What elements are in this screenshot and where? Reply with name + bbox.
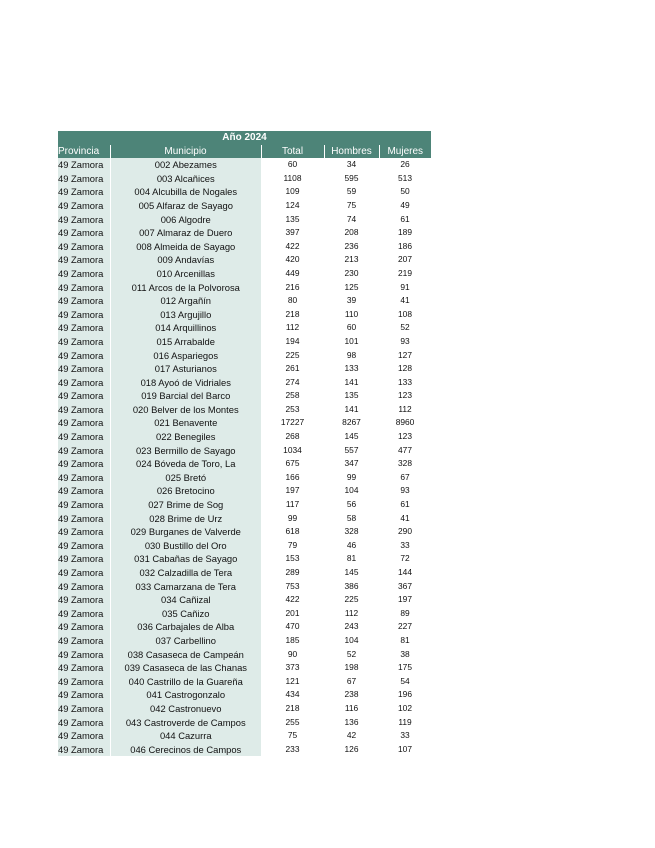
provincia-cell: 49 Zamora [58,172,110,186]
municipio-cell: 017 Asturianos [110,362,261,376]
table-row [58,362,431,376]
municipio-cell: 028 Brime de Urz [110,512,261,526]
hombres-cell: 141 [324,403,379,417]
municipio-cell: 041 Castrogonzalo [110,688,261,702]
mujeres-cell: 81 [379,634,431,648]
total-cell: 225 [261,349,324,363]
hombres-cell: 42 [324,729,379,743]
total-cell: 216 [261,281,324,295]
provincia-cell: 49 Zamora [58,308,110,322]
hombres-cell: 133 [324,362,379,376]
mujeres-cell: 197 [379,593,431,607]
total-cell: 753 [261,580,324,594]
provincia-cell: 49 Zamora [58,416,110,430]
population-table [58,131,431,756]
hombres-cell: 213 [324,253,379,267]
provincia-cell: 49 Zamora [58,253,110,267]
hombres-cell: 104 [324,484,379,498]
total-cell: 1034 [261,444,324,458]
mujeres-cell: 107 [379,743,431,757]
table-row [58,457,431,471]
hombres-cell: 116 [324,702,379,716]
hombres-cell: 125 [324,281,379,295]
table-header-row [58,145,431,159]
mujeres-cell: 41 [379,294,431,308]
table-row [58,539,431,553]
table-row [58,213,431,227]
total-cell: 675 [261,457,324,471]
total-cell: 60 [261,158,324,172]
provincia-cell: 49 Zamora [58,444,110,458]
table-row [58,634,431,648]
provincia-cell: 49 Zamora [58,688,110,702]
hombres-cell: 101 [324,335,379,349]
hombres-cell: 557 [324,444,379,458]
provincia-cell: 49 Zamora [58,240,110,254]
municipio-cell: 027 Brime de Sog [110,498,261,512]
total-cell: 99 [261,512,324,526]
table-row [58,158,431,172]
column-header-provincia: Provincia [58,145,110,159]
hombres-cell: 243 [324,620,379,634]
total-cell: 166 [261,471,324,485]
municipio-cell: 013 Argujillo [110,308,261,322]
hombres-cell: 74 [324,213,379,227]
provincia-cell: 49 Zamora [58,620,110,634]
provincia-cell: 49 Zamora [58,430,110,444]
mujeres-cell: 112 [379,403,431,417]
total-cell: 197 [261,484,324,498]
municipio-cell: 037 Carbellino [110,634,261,648]
hombres-cell: 34 [324,158,379,172]
municipio-cell: 023 Bermillo de Sayago [110,444,261,458]
mujeres-cell: 189 [379,226,431,240]
municipio-cell: 019 Barcial del Barco [110,389,261,403]
municipio-cell: 024 Bóveda de Toro, La [110,457,261,471]
mujeres-cell: 61 [379,498,431,512]
hombres-cell: 126 [324,743,379,757]
hombres-cell: 145 [324,566,379,580]
provincia-cell: 49 Zamora [58,648,110,662]
municipio-cell: 018 Ayoó de Vidriales [110,376,261,390]
municipio-cell: 046 Cerecinos de Campos [110,743,261,757]
mujeres-cell: 72 [379,552,431,566]
hombres-cell: 104 [324,634,379,648]
hombres-cell: 58 [324,512,379,526]
mujeres-cell: 8960 [379,416,431,430]
table-row [58,444,431,458]
table-row [58,471,431,485]
provincia-cell: 49 Zamora [58,743,110,757]
provincia-cell: 49 Zamora [58,362,110,376]
table-row [58,403,431,417]
total-cell: 253 [261,403,324,417]
table-row [58,294,431,308]
total-cell: 274 [261,376,324,390]
mujeres-cell: 108 [379,308,431,322]
total-cell: 255 [261,716,324,730]
municipio-cell: 044 Cazurra [110,729,261,743]
municipio-cell: 014 Arquillinos [110,321,261,335]
table-row [58,430,431,444]
mujeres-cell: 52 [379,321,431,335]
provincia-cell: 49 Zamora [58,729,110,743]
municipio-cell: 008 Almeida de Sayago [110,240,261,254]
municipio-cell: 011 Arcos de la Polvorosa [110,281,261,295]
mujeres-cell: 144 [379,566,431,580]
table-row [58,648,431,662]
provincia-cell: 49 Zamora [58,294,110,308]
provincia-cell: 49 Zamora [58,389,110,403]
municipio-cell: 009 Andavías [110,253,261,267]
hombres-cell: 59 [324,185,379,199]
hombres-cell: 81 [324,552,379,566]
provincia-cell: 49 Zamora [58,539,110,553]
mujeres-cell: 290 [379,525,431,539]
table-row [58,416,431,430]
mujeres-cell: 38 [379,648,431,662]
total-cell: 422 [261,240,324,254]
provincia-cell: 49 Zamora [58,702,110,716]
total-cell: 201 [261,607,324,621]
column-header-total: Total [261,145,324,159]
column-header-hombres: Hombres [324,145,379,159]
hombres-cell: 98 [324,349,379,363]
mujeres-cell: 93 [379,484,431,498]
municipio-cell: 006 Algodre [110,213,261,227]
mujeres-cell: 67 [379,471,431,485]
hombres-cell: 198 [324,661,379,675]
table-row [58,675,431,689]
provincia-cell: 49 Zamora [58,199,110,213]
provincia-cell: 49 Zamora [58,661,110,675]
table-body [58,158,431,756]
mujeres-cell: 127 [379,349,431,363]
hombres-cell: 145 [324,430,379,444]
table-title: Año 2024 [58,131,431,145]
total-cell: 112 [261,321,324,335]
table-row [58,743,431,757]
table-row [58,172,431,186]
mujeres-cell: 367 [379,580,431,594]
hombres-cell: 230 [324,267,379,281]
mujeres-cell: 41 [379,512,431,526]
total-cell: 289 [261,566,324,580]
mujeres-cell: 477 [379,444,431,458]
total-cell: 618 [261,525,324,539]
provincia-cell: 49 Zamora [58,607,110,621]
table-row [58,308,431,322]
hombres-cell: 39 [324,294,379,308]
municipio-cell: 022 Benegiles [110,430,261,444]
municipio-cell: 036 Carbajales de Alba [110,620,261,634]
total-cell: 420 [261,253,324,267]
total-cell: 449 [261,267,324,281]
total-cell: 109 [261,185,324,199]
municipio-cell: 038 Casaseca de Campeán [110,648,261,662]
total-cell: 185 [261,634,324,648]
mujeres-cell: 49 [379,199,431,213]
municipio-cell: 020 Belver de los Montes [110,403,261,417]
hombres-cell: 99 [324,471,379,485]
hombres-cell: 136 [324,716,379,730]
provincia-cell: 49 Zamora [58,512,110,526]
table-row [58,498,431,512]
hombres-cell: 236 [324,240,379,254]
table-row [58,267,431,281]
provincia-cell: 49 Zamora [58,349,110,363]
table-row [58,281,431,295]
table-row [58,321,431,335]
provincia-cell: 49 Zamora [58,226,110,240]
hombres-cell: 67 [324,675,379,689]
total-cell: 153 [261,552,324,566]
mujeres-cell: 91 [379,281,431,295]
total-cell: 218 [261,702,324,716]
total-cell: 1108 [261,172,324,186]
table-title-row [58,131,431,145]
provincia-cell: 49 Zamora [58,376,110,390]
provincia-cell: 49 Zamora [58,185,110,199]
hombres-cell: 328 [324,525,379,539]
table-row [58,484,431,498]
table-row [58,566,431,580]
mujeres-cell: 33 [379,729,431,743]
provincia-cell: 49 Zamora [58,403,110,417]
table-row [58,512,431,526]
total-cell: 121 [261,675,324,689]
provincia-cell: 49 Zamora [58,335,110,349]
provincia-cell: 49 Zamora [58,213,110,227]
hombres-cell: 52 [324,648,379,662]
provincia-cell: 49 Zamora [58,484,110,498]
table-row [58,593,431,607]
provincia-cell: 49 Zamora [58,525,110,539]
municipio-cell: 007 Almaraz de Duero [110,226,261,240]
mujeres-cell: 123 [379,389,431,403]
hombres-cell: 347 [324,457,379,471]
municipio-cell: 029 Burganes de Valverde [110,525,261,539]
provincia-cell: 49 Zamora [58,321,110,335]
provincia-cell: 49 Zamora [58,593,110,607]
provincia-cell: 49 Zamora [58,457,110,471]
total-cell: 397 [261,226,324,240]
column-header-mujeres: Mujeres [379,145,431,159]
municipio-cell: 042 Castronuevo [110,702,261,716]
mujeres-cell: 219 [379,267,431,281]
total-cell: 194 [261,335,324,349]
total-cell: 422 [261,593,324,607]
hombres-cell: 46 [324,539,379,553]
table-row [58,688,431,702]
total-cell: 124 [261,199,324,213]
mujeres-cell: 61 [379,213,431,227]
municipio-cell: 003 Alcañices [110,172,261,186]
municipio-cell: 033 Camarzana de Tera [110,580,261,594]
municipio-cell: 039 Casaseca de las Chanas [110,661,261,675]
mujeres-cell: 123 [379,430,431,444]
total-cell: 233 [261,743,324,757]
provincia-cell: 49 Zamora [58,267,110,281]
mujeres-cell: 54 [379,675,431,689]
hombres-cell: 225 [324,593,379,607]
mujeres-cell: 328 [379,457,431,471]
hombres-cell: 208 [324,226,379,240]
table-row [58,253,431,267]
table-row [58,199,431,213]
total-cell: 261 [261,362,324,376]
mujeres-cell: 133 [379,376,431,390]
municipio-cell: 034 Cañizal [110,593,261,607]
provincia-cell: 49 Zamora [58,498,110,512]
hombres-cell: 110 [324,308,379,322]
hombres-cell: 135 [324,389,379,403]
municipio-cell: 031 Cabañas de Sayago [110,552,261,566]
provincia-cell: 49 Zamora [58,158,110,172]
table-row [58,716,431,730]
hombres-cell: 141 [324,376,379,390]
municipio-cell: 025 Bretó [110,471,261,485]
provincia-cell: 49 Zamora [58,634,110,648]
provincia-cell: 49 Zamora [58,281,110,295]
table-row [58,240,431,254]
hombres-cell: 238 [324,688,379,702]
table-row [58,349,431,363]
total-cell: 373 [261,661,324,675]
mujeres-cell: 119 [379,716,431,730]
municipio-cell: 010 Arcenillas [110,267,261,281]
hombres-cell: 112 [324,607,379,621]
table-row [58,552,431,566]
mujeres-cell: 207 [379,253,431,267]
mujeres-cell: 175 [379,661,431,675]
municipio-cell: 005 Alfaraz de Sayago [110,199,261,213]
hombres-cell: 386 [324,580,379,594]
table-row [58,525,431,539]
mujeres-cell: 102 [379,702,431,716]
provincia-cell: 49 Zamora [58,566,110,580]
table-row [58,389,431,403]
total-cell: 470 [261,620,324,634]
mujeres-cell: 196 [379,688,431,702]
hombres-cell: 60 [324,321,379,335]
table-row [58,661,431,675]
table-row [58,729,431,743]
municipio-cell: 035 Cañizo [110,607,261,621]
mujeres-cell: 93 [379,335,431,349]
table-row [58,185,431,199]
mujeres-cell: 89 [379,607,431,621]
provincia-cell: 49 Zamora [58,471,110,485]
mujeres-cell: 128 [379,362,431,376]
municipio-cell: 026 Bretocino [110,484,261,498]
municipio-cell: 030 Bustillo del Oro [110,539,261,553]
mujeres-cell: 227 [379,620,431,634]
table-row [58,702,431,716]
total-cell: 75 [261,729,324,743]
municipio-cell: 002 Abezames [110,158,261,172]
mujeres-cell: 26 [379,158,431,172]
total-cell: 80 [261,294,324,308]
table-row [58,335,431,349]
municipio-cell: 015 Arrabalde [110,335,261,349]
total-cell: 117 [261,498,324,512]
hombres-cell: 8267 [324,416,379,430]
hombres-cell: 595 [324,172,379,186]
municipio-cell: 040 Castrillo de la Guareña [110,675,261,689]
municipio-cell: 004 Alcubilla de Nogales [110,185,261,199]
municipio-cell: 021 Benavente [110,416,261,430]
total-cell: 17227 [261,416,324,430]
provincia-cell: 49 Zamora [58,552,110,566]
table-row [58,607,431,621]
total-cell: 135 [261,213,324,227]
hombres-cell: 75 [324,199,379,213]
mujeres-cell: 33 [379,539,431,553]
total-cell: 90 [261,648,324,662]
total-cell: 258 [261,389,324,403]
municipio-cell: 016 Aspariegos [110,349,261,363]
provincia-cell: 49 Zamora [58,580,110,594]
municipio-cell: 032 Calzadilla de Tera [110,566,261,580]
total-cell: 268 [261,430,324,444]
mujeres-cell: 50 [379,185,431,199]
total-cell: 434 [261,688,324,702]
provincia-cell: 49 Zamora [58,716,110,730]
hombres-cell: 56 [324,498,379,512]
table-row [58,580,431,594]
column-header-municipio: Municipio [110,145,261,159]
total-cell: 79 [261,539,324,553]
mujeres-cell: 186 [379,240,431,254]
table-row [58,620,431,634]
table-row [58,226,431,240]
mujeres-cell: 513 [379,172,431,186]
total-cell: 218 [261,308,324,322]
municipio-cell: 043 Castroverde de Campos [110,716,261,730]
municipio-cell: 012 Argañín [110,294,261,308]
provincia-cell: 49 Zamora [58,675,110,689]
table-row [58,376,431,390]
